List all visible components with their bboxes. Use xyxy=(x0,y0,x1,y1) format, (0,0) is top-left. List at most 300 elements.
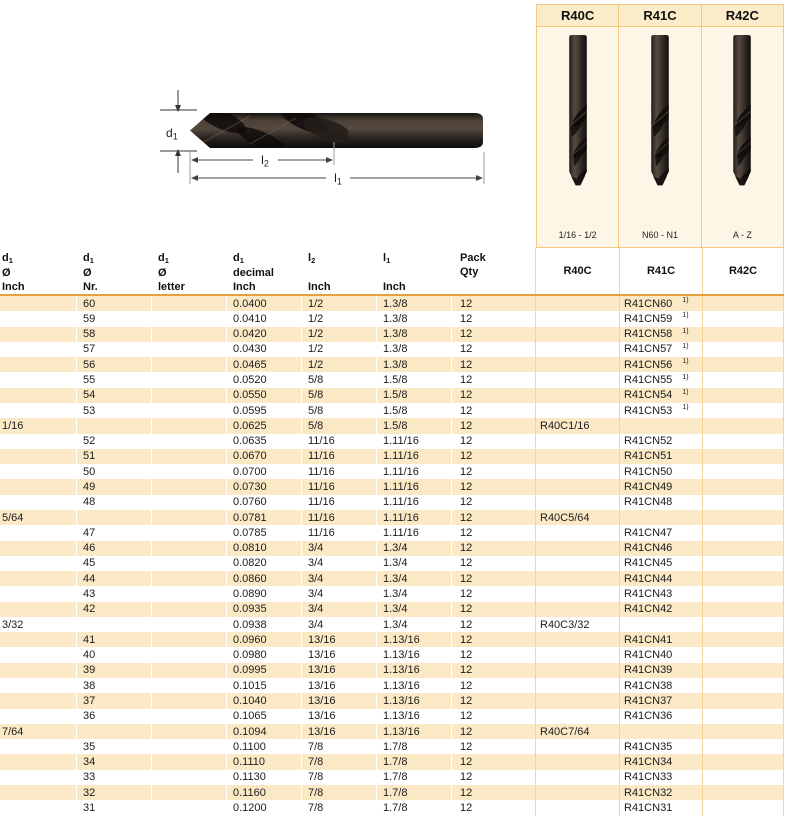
cell-nr: 60 xyxy=(76,296,151,311)
cell-qty: 12 xyxy=(451,571,535,586)
cell-r40c xyxy=(535,632,619,647)
table-row xyxy=(0,357,784,372)
series-code: R40C xyxy=(537,5,618,27)
cell-letter xyxy=(151,678,226,693)
cell-r42c xyxy=(702,296,784,311)
cell-letter xyxy=(151,327,226,342)
cell-r40c xyxy=(535,464,619,479)
cell-r42c xyxy=(702,495,784,510)
cell-inch xyxy=(0,342,76,357)
cell-l1: 1.3/8 xyxy=(376,342,451,357)
table-row xyxy=(0,388,784,403)
footnote-marker: 1) xyxy=(682,297,689,305)
cell-r40c xyxy=(535,586,619,601)
cell-letter xyxy=(151,342,226,357)
cell-r42c xyxy=(702,693,784,708)
col-header-r42c: R42C xyxy=(702,248,784,294)
cell-qty: 12 xyxy=(451,785,535,800)
cell-l2: 11/16 xyxy=(301,434,376,449)
cell-decimal: 0.0465 xyxy=(226,357,301,372)
table-row xyxy=(0,602,784,617)
cell-r42c xyxy=(702,510,784,525)
cell-r42c xyxy=(702,709,784,724)
cell-nr: 52 xyxy=(76,434,151,449)
cell-decimal: 0.0625 xyxy=(226,418,301,433)
cell-qty: 12 xyxy=(451,586,535,601)
cell-r40c xyxy=(535,556,619,571)
cell-nr: 35 xyxy=(76,739,151,754)
cell-l1: 1.5/8 xyxy=(376,403,451,418)
cell-qty: 12 xyxy=(451,495,535,510)
cell-qty: 12 xyxy=(451,434,535,449)
cell-l1: 1.3/4 xyxy=(376,617,451,632)
cell-r41c: R41CN46 xyxy=(619,541,702,556)
cell-r41c xyxy=(619,510,702,525)
cell-inch xyxy=(0,434,76,449)
cell-letter xyxy=(151,770,226,785)
cell-r41c xyxy=(619,617,702,632)
cell-r41c: R41CN49 xyxy=(619,479,702,494)
cell-qty: 12 xyxy=(451,617,535,632)
cell-l1: 1.7/8 xyxy=(376,785,451,800)
table-row xyxy=(0,418,784,433)
cell-l2: 3/4 xyxy=(301,617,376,632)
arrow-left-icon xyxy=(191,175,198,181)
cell-l2: 7/8 xyxy=(301,739,376,754)
cell-letter xyxy=(151,754,226,769)
cell-r42c xyxy=(702,541,784,556)
cell-r41c: R41CN32 xyxy=(619,785,702,800)
cell-inch xyxy=(0,449,76,464)
cell-inch xyxy=(0,586,76,601)
cell-r42c xyxy=(702,571,784,586)
table-row xyxy=(0,693,784,708)
cell-r42c xyxy=(702,632,784,647)
cell-l2: 1/2 xyxy=(301,327,376,342)
footnote-marker: 1) xyxy=(682,327,689,335)
cell-l1: 1.13/16 xyxy=(376,709,451,724)
cell-r40c xyxy=(535,647,619,662)
cell-r41c: R41CN38 xyxy=(619,678,702,693)
cell-decimal: 0.0700 xyxy=(226,464,301,479)
cell-letter xyxy=(151,434,226,449)
table-row xyxy=(0,464,784,479)
cell-decimal: 0.0550 xyxy=(226,388,301,403)
cell-r41c: R41CN58 $^{1)}$ xyxy=(619,327,702,342)
cell-nr: 49 xyxy=(76,479,151,494)
cell-decimal: 0.0860 xyxy=(226,571,301,586)
arrow-left-icon xyxy=(191,157,198,163)
cell-letter xyxy=(151,357,226,372)
cell-r42c xyxy=(702,754,784,769)
cell-r40c xyxy=(535,800,619,815)
cell-decimal: 0.0785 xyxy=(226,525,301,540)
cell-l1: 1.3/4 xyxy=(376,571,451,586)
cell-r41c xyxy=(619,418,702,433)
table-row xyxy=(0,571,784,586)
cell-r41c: R41CN35 xyxy=(619,739,702,754)
table-row xyxy=(0,327,784,342)
cell-l1: 1.11/16 xyxy=(376,525,451,540)
footnote-marker: 1) xyxy=(682,373,689,381)
cell-nr: 39 xyxy=(76,663,151,678)
cell-decimal: 0.0890 xyxy=(226,586,301,601)
cell-r41c: R41CN36 xyxy=(619,709,702,724)
cell-r40c xyxy=(535,479,619,494)
cell-nr xyxy=(76,510,151,525)
cell-decimal: 0.1110 xyxy=(226,754,301,769)
cell-letter xyxy=(151,418,226,433)
cell-r40c xyxy=(535,663,619,678)
cell-decimal: 0.1200 xyxy=(226,800,301,815)
cell-qty: 12 xyxy=(451,464,535,479)
cell-r40c xyxy=(535,311,619,326)
cell-decimal: 0.1015 xyxy=(226,678,301,693)
cell-r42c xyxy=(702,342,784,357)
cell-l2: 13/16 xyxy=(301,632,376,647)
cell-letter xyxy=(151,693,226,708)
cell-decimal: 0.0938 xyxy=(226,617,301,632)
cell-nr: 59 xyxy=(76,311,151,326)
col-header-d1-inch: d1 Ø Inch xyxy=(2,252,25,293)
table-row xyxy=(0,632,784,647)
cell-qty: 12 xyxy=(451,724,535,739)
cell-qty: 12 xyxy=(451,418,535,433)
cell-l2: 13/16 xyxy=(301,724,376,739)
cell-r41c: R41CN44 xyxy=(619,571,702,586)
col-header-pack-qty: Pack Qty xyxy=(451,248,535,294)
cell-qty: 12 xyxy=(451,372,535,387)
cell-l1: 1.3/4 xyxy=(376,556,451,571)
cell-r42c xyxy=(702,388,784,403)
cell-nr xyxy=(76,418,151,433)
cell-decimal: 0.0960 xyxy=(226,632,301,647)
cell-qty: 12 xyxy=(451,449,535,464)
cell-qty: 12 xyxy=(451,357,535,372)
cell-inch xyxy=(0,357,76,372)
table-row xyxy=(0,647,784,662)
table-row xyxy=(0,739,784,754)
cell-r40c xyxy=(535,388,619,403)
cell-qty: 12 xyxy=(451,663,535,678)
table-row xyxy=(0,800,784,815)
table-row xyxy=(0,556,784,571)
cell-r41c: R41CN51 xyxy=(619,449,702,464)
cell-letter xyxy=(151,571,226,586)
cell-r42c xyxy=(702,785,784,800)
cell-l1: 1.11/16 xyxy=(376,510,451,525)
cell-l1: 1.5/8 xyxy=(376,372,451,387)
cell-l2: 1/2 xyxy=(301,296,376,311)
cell-letter xyxy=(151,525,226,540)
cell-l2: 5/8 xyxy=(301,418,376,433)
cell-r40c xyxy=(535,602,619,617)
cell-l2: 3/4 xyxy=(301,602,376,617)
cell-l1: 1.7/8 xyxy=(376,770,451,785)
cell-r42c xyxy=(702,464,784,479)
cell-letter xyxy=(151,586,226,601)
table-row xyxy=(0,449,784,464)
dim-label-l2: $l_2$ xyxy=(261,153,269,169)
cell-l2: 11/16 xyxy=(301,495,376,510)
cell-letter xyxy=(151,403,226,418)
cell-letter xyxy=(151,495,226,510)
cell-r41c: R41CN39 xyxy=(619,663,702,678)
cell-r41c: R41CN48 xyxy=(619,495,702,510)
cell-nr xyxy=(76,617,151,632)
drill-bit-image xyxy=(619,27,700,223)
cell-r42c xyxy=(702,663,784,678)
cell-decimal: 0.0995 xyxy=(226,663,301,678)
cell-inch xyxy=(0,754,76,769)
cell-nr: 41 xyxy=(76,632,151,647)
cell-letter xyxy=(151,800,226,815)
cell-nr: 56 xyxy=(76,357,151,372)
cell-r41c: R41CN42 xyxy=(619,602,702,617)
cell-r41c: R41CN45 xyxy=(619,556,702,571)
cell-r42c xyxy=(702,770,784,785)
cell-r42c xyxy=(702,586,784,601)
cell-nr: 37 xyxy=(76,693,151,708)
cell-nr: 32 xyxy=(76,785,151,800)
cell-qty: 12 xyxy=(451,296,535,311)
cell-inch: 7/64 xyxy=(2,725,24,738)
cell-letter xyxy=(151,602,226,617)
cell-r40c xyxy=(535,449,619,464)
table-row xyxy=(0,403,784,418)
arrow-down-icon xyxy=(175,105,181,112)
cell-nr: 58 xyxy=(76,327,151,342)
cell-r40c xyxy=(535,327,619,342)
cell-inch xyxy=(0,541,76,556)
cell-l2: 13/16 xyxy=(301,647,376,662)
cell-r41c: R41CN55 $^{1)}$ xyxy=(619,372,702,387)
cell-letter xyxy=(151,632,226,647)
cell-qty: 12 xyxy=(451,479,535,494)
cell-decimal: 0.0635 xyxy=(226,434,301,449)
col-header-d1-nr: d1 Ø Nr. xyxy=(76,248,151,294)
cell-l1: 1.13/16 xyxy=(376,724,451,739)
cell-l1: 1.3/8 xyxy=(376,327,451,342)
cell-qty: 12 xyxy=(451,510,535,525)
col-header-d1-letter: d1 Ø letter xyxy=(151,248,226,294)
table-row xyxy=(0,525,784,540)
cell-nr: 48 xyxy=(76,495,151,510)
cell-qty: 12 xyxy=(451,556,535,571)
table-row xyxy=(0,770,784,785)
cell-inch xyxy=(0,403,76,418)
cell-r41c: R41CN41 xyxy=(619,632,702,647)
drill-dimension-diagram xyxy=(100,60,520,220)
table-row xyxy=(0,510,784,525)
cell-r40c xyxy=(535,770,619,785)
table-row xyxy=(0,372,784,387)
size-range: A - Z xyxy=(732,230,752,240)
cell-l2: 3/4 xyxy=(301,556,376,571)
cell-letter xyxy=(151,556,226,571)
cell-qty: 12 xyxy=(451,525,535,540)
cell-l2: 11/16 xyxy=(301,510,376,525)
cell-r42c xyxy=(702,678,784,693)
cell-r41c: R41CN60 $^{1)}$ xyxy=(619,296,702,311)
product-series-panel xyxy=(536,4,784,248)
cell-r41c: R41CN34 xyxy=(619,754,702,769)
cell-letter xyxy=(151,449,226,464)
cell-r41c: R41CN56 $^{1)}$ xyxy=(619,357,702,372)
col-header-l1: l1 Inch xyxy=(376,248,451,294)
cell-inch xyxy=(0,296,76,311)
table-row xyxy=(0,709,784,724)
cell-qty: 12 xyxy=(451,327,535,342)
cell-nr: 50 xyxy=(76,464,151,479)
cell-qty: 12 xyxy=(451,709,535,724)
cell-qty: 12 xyxy=(451,388,535,403)
cell-inch xyxy=(0,311,76,326)
cell-l2: 1/2 xyxy=(301,357,376,372)
cell-decimal: 0.1065 xyxy=(226,709,301,724)
cell-l1: 1.11/16 xyxy=(376,449,451,464)
cell-r42c xyxy=(702,327,784,342)
cell-decimal: 0.0595 xyxy=(226,403,301,418)
cell-l1: 1.3/8 xyxy=(376,296,451,311)
cell-letter xyxy=(151,617,226,632)
cell-letter xyxy=(151,296,226,311)
table-row xyxy=(0,434,784,449)
cell-inch xyxy=(0,525,76,540)
cell-inch xyxy=(0,372,76,387)
cell-l1: 1.7/8 xyxy=(376,800,451,815)
cell-l2: 11/16 xyxy=(301,525,376,540)
size-range: 1/16 - 1/2 xyxy=(558,230,597,240)
cell-inch: 1/16 xyxy=(2,419,24,432)
cell-nr: 46 xyxy=(76,541,151,556)
cell-nr: 54 xyxy=(76,388,151,403)
cell-inch xyxy=(0,678,76,693)
cell-l1: 1.7/8 xyxy=(376,739,451,754)
cell-decimal: 0.1160 xyxy=(226,785,301,800)
cell-l2: 13/16 xyxy=(301,693,376,708)
cell-l2: 1/2 xyxy=(301,342,376,357)
cell-l2: 1/2 xyxy=(301,311,376,326)
cell-decimal: 0.0520 xyxy=(226,372,301,387)
cell-l1: 1.3/8 xyxy=(376,311,451,326)
cell-nr: 40 xyxy=(76,647,151,662)
cell-decimal: 0.0670 xyxy=(226,449,301,464)
cell-r42c xyxy=(702,617,784,632)
cell-nr: 38 xyxy=(76,678,151,693)
cell-r40c xyxy=(535,693,619,708)
cell-r42c xyxy=(702,434,784,449)
series-code: R41C xyxy=(619,5,700,27)
cell-nr xyxy=(76,724,151,739)
cell-r42c xyxy=(702,724,784,739)
cell-nr: 44 xyxy=(76,571,151,586)
col-header-d1-decimal: d1 decimal Inch xyxy=(226,248,301,294)
cell-r42c xyxy=(702,418,784,433)
cell-r40c: R40C3/32 xyxy=(535,617,619,632)
cell-r40c xyxy=(535,357,619,372)
cell-qty: 12 xyxy=(451,754,535,769)
cell-l1: 1.13/16 xyxy=(376,632,451,647)
cell-r41c: R41CN54 $^{1)}$ xyxy=(619,388,702,403)
cell-letter xyxy=(151,541,226,556)
cell-l1: 1.3/4 xyxy=(376,541,451,556)
cell-r42c xyxy=(702,556,784,571)
cell-r40c: R40C7/64 xyxy=(535,724,619,739)
cell-inch xyxy=(0,479,76,494)
cell-nr: 36 xyxy=(76,709,151,724)
cell-l1: 1.3/8 xyxy=(376,357,451,372)
cell-r41c: R41CN59 $^{1)}$ xyxy=(619,311,702,326)
table-row xyxy=(0,479,784,494)
table-body xyxy=(0,296,784,816)
cell-l2: 11/16 xyxy=(301,464,376,479)
cell-inch xyxy=(0,785,76,800)
cell-letter xyxy=(151,464,226,479)
cell-decimal: 0.0760 xyxy=(226,495,301,510)
cell-l2: 11/16 xyxy=(301,479,376,494)
table-row xyxy=(0,617,784,632)
cell-decimal: 0.1094 xyxy=(226,724,301,739)
cell-r40c xyxy=(535,296,619,311)
cell-decimal: 0.0400 xyxy=(226,296,301,311)
cell-inch xyxy=(0,693,76,708)
cell-r42c xyxy=(702,602,784,617)
cell-l1: 1.11/16 xyxy=(376,495,451,510)
cell-inch xyxy=(0,663,76,678)
col-header-r41c: R41C xyxy=(619,248,702,294)
table-row xyxy=(0,311,784,326)
footnote-marker: 1) xyxy=(682,404,689,412)
cell-r40c xyxy=(535,434,619,449)
cell-letter xyxy=(151,739,226,754)
cell-r42c xyxy=(702,647,784,662)
table-row xyxy=(0,296,784,311)
cell-r42c xyxy=(702,739,784,754)
table-row xyxy=(0,495,784,510)
cell-l2: 13/16 xyxy=(301,709,376,724)
cell-nr: 55 xyxy=(76,372,151,387)
cell-l2: 7/8 xyxy=(301,754,376,769)
cell-qty: 12 xyxy=(451,342,535,357)
table-row xyxy=(0,541,784,556)
table-header xyxy=(0,248,784,296)
cell-r42c xyxy=(702,449,784,464)
cell-l1: 1.7/8 xyxy=(376,754,451,769)
cell-l2: 11/16 xyxy=(301,449,376,464)
cell-l1: 1.11/16 xyxy=(376,434,451,449)
cell-qty: 12 xyxy=(451,403,535,418)
cell-inch xyxy=(0,464,76,479)
cell-qty: 12 xyxy=(451,693,535,708)
cell-r40c xyxy=(535,754,619,769)
cell-decimal: 0.0430 xyxy=(226,342,301,357)
cell-inch xyxy=(0,800,76,815)
drill-bit-image xyxy=(702,27,783,223)
cell-l1: 1.11/16 xyxy=(376,464,451,479)
cell-r42c xyxy=(702,372,784,387)
cell-letter xyxy=(151,479,226,494)
cell-r41c: R41CN53 $^{1)}$ xyxy=(619,403,702,418)
cell-inch xyxy=(0,647,76,662)
footnote-marker: 1) xyxy=(682,312,689,320)
cell-nr: 53 xyxy=(76,403,151,418)
cell-decimal: 0.0820 xyxy=(226,556,301,571)
arrow-up-icon xyxy=(175,149,181,156)
cell-l1: 1.13/16 xyxy=(376,693,451,708)
cell-r40c xyxy=(535,342,619,357)
cell-inch xyxy=(0,632,76,647)
